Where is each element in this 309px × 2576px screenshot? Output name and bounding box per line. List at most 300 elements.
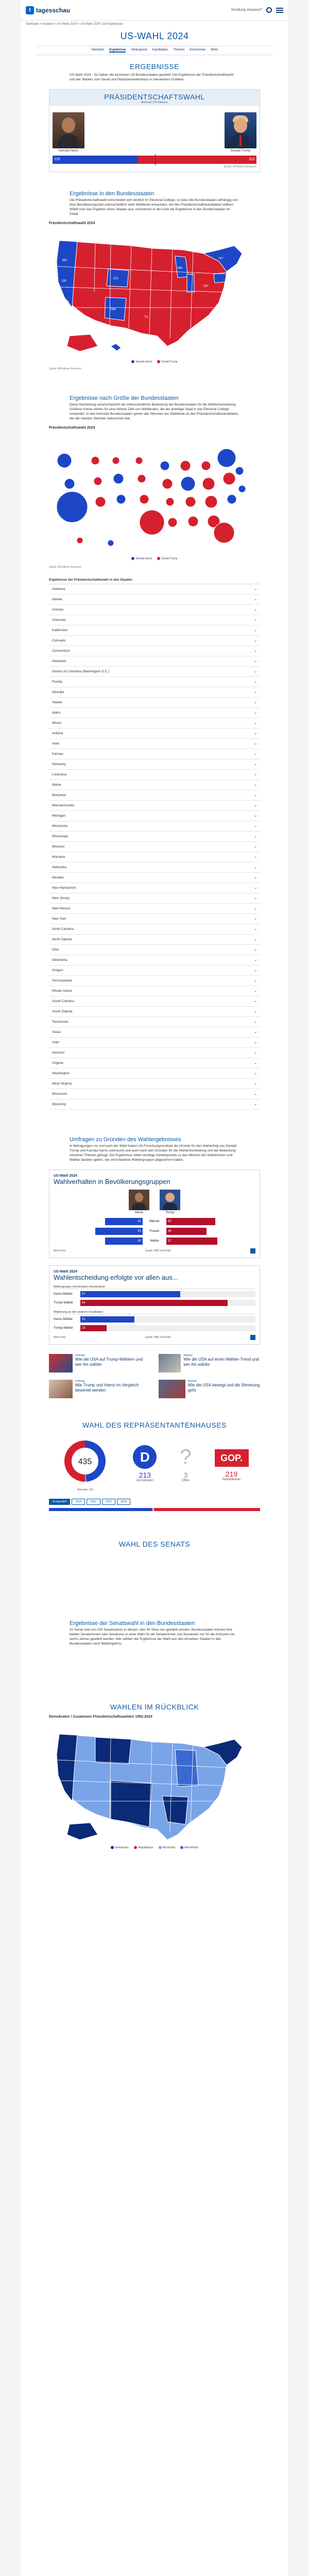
state-name: West Virginia [52, 1081, 72, 1086]
state-row[interactable] [49, 842, 260, 852]
state-row[interactable] [49, 862, 260, 873]
state-row[interactable] [49, 914, 260, 924]
state-row[interactable] [49, 935, 260, 945]
state-name: Iowa [52, 741, 59, 745]
state-bubble[interactable] [168, 518, 177, 527]
state-row[interactable] [49, 904, 260, 914]
state-bubble[interactable] [135, 457, 143, 464]
state-bubble[interactable] [166, 498, 174, 506]
state-row[interactable] [49, 1099, 260, 1110]
state-row[interactable] [49, 728, 260, 739]
state-row[interactable] [49, 1048, 260, 1058]
decision-row [54, 1325, 255, 1332]
decision-bar: 57 [80, 1291, 180, 1297]
state-row[interactable] [49, 1069, 260, 1079]
house-seat-overview [49, 1436, 260, 1492]
state-name: Virginia [52, 1061, 63, 1065]
state-bubble[interactable] [205, 496, 217, 508]
demographics-card [49, 1170, 260, 1258]
tab-more[interactable]: Mehr [211, 48, 218, 52]
tab-comment[interactable]: Kommentar [190, 48, 206, 52]
state-bubble[interactable] [77, 537, 83, 544]
chevron-down-icon: ⌄ [254, 969, 257, 973]
chevron-down-icon: ⌄ [254, 907, 257, 911]
state-name: Oregon [52, 968, 63, 972]
house-year-button[interactable]: 2018 [117, 1499, 130, 1505]
state-row[interactable] [49, 1058, 260, 1069]
state-bubble[interactable] [202, 478, 215, 490]
teaser-1-title: Wie die USA auf Trump-Wählern und wer ihn wählte [75, 1357, 143, 1367]
decision-source: Quelle: NBC Exit Polls [145, 1335, 171, 1339]
state-bubble[interactable] [94, 477, 102, 485]
state-name: Massachusetts [52, 803, 75, 807]
svg-text:NM: NM [111, 308, 116, 311]
state-bubble[interactable] [140, 495, 149, 504]
harris-name: Kamala Harris [58, 149, 78, 152]
chevron-down-icon: ⌄ [254, 793, 257, 798]
bubble-legend-harris: Kamala Harris [135, 557, 152, 561]
decision-group2: Wählerung an den anderen Kandidaten [54, 1311, 255, 1314]
state-row[interactable] [49, 759, 260, 770]
state-name: New York [52, 917, 66, 921]
state-bubble[interactable] [108, 540, 114, 546]
harris-share-bar: 42 [105, 1218, 143, 1225]
majority-threshold: Mehrheit: 270 Stimmen [141, 101, 168, 104]
state-bubble[interactable] [57, 492, 88, 522]
teaser-1-kicker: Umfrage [75, 1353, 85, 1357]
house-year-button[interactable]: 2024 [72, 1499, 85, 1505]
chevron-down-icon: ⌄ [254, 773, 257, 777]
house-rep-bar [154, 1508, 260, 1511]
chevron-down-icon: ⌄ [254, 886, 257, 890]
harris-share-bar: 53 [95, 1228, 143, 1235]
chevron-down-icon: ⌄ [254, 1072, 257, 1076]
history-legend [49, 1846, 260, 1849]
state-row[interactable] [49, 1017, 260, 1027]
house-dem-bar [49, 1508, 152, 1511]
state-row[interactable] [49, 677, 260, 687]
chevron-down-icon: ⌄ [254, 1092, 257, 1096]
state-name: Kentucky [52, 762, 66, 766]
state-bubble[interactable] [160, 461, 169, 470]
state-map-note: Quelle: AP/Edison Research [49, 367, 82, 371]
harris-share-bar: 42 [105, 1238, 143, 1245]
state-row[interactable] [49, 811, 260, 821]
brand-logo[interactable] [26, 6, 70, 14]
chevron-down-icon: ⌄ [254, 701, 257, 705]
trump-share-bar: 45 [166, 1228, 207, 1235]
trump-share-bar: 57 [166, 1238, 217, 1245]
history-title: WAHLEN IM RÜCKBLICK [110, 1702, 199, 1711]
state-row[interactable] [49, 832, 260, 842]
state-bubble[interactable] [113, 473, 124, 484]
state-row[interactable] [49, 615, 260, 625]
state-bubble[interactable] [112, 457, 119, 464]
tab-topics[interactable]: Themen [173, 48, 185, 52]
state-name: Hawaii [52, 700, 62, 704]
state-row[interactable] [49, 1007, 260, 1017]
decision-card [49, 1265, 260, 1345]
state-bubble[interactable] [140, 510, 164, 535]
legend-harris: Kamala Harris [135, 360, 152, 364]
chevron-down-icon: ⌄ [254, 917, 257, 921]
state-name: Georgia [52, 690, 64, 694]
bubble-map-title: Präsidentschaftswahl 2024 [49, 426, 95, 430]
demographic-row [54, 1217, 255, 1226]
demographics-tag: US-Wahl 2024 [54, 1174, 78, 1178]
state-row[interactable] [49, 1027, 260, 1038]
teaser-3-kicker: Umfrage [75, 1379, 85, 1383]
history-legend-2: Wechselnd [162, 1845, 176, 1849]
chevron-down-icon: ⌄ [254, 835, 257, 839]
chevron-down-icon: ⌄ [254, 649, 257, 653]
tab-overview[interactable]: Überblick [91, 48, 105, 52]
chevron-down-icon: ⌄ [254, 711, 257, 715]
chevron-down-icon: ⌄ [254, 659, 257, 664]
state-row[interactable] [49, 873, 260, 883]
demographic-label: Weiße [150, 1239, 159, 1243]
state-bubble[interactable] [238, 485, 246, 493]
state-name: New Mexico [52, 906, 71, 910]
house-donut-chart [60, 1436, 110, 1486]
state-row[interactable] [49, 945, 260, 955]
svg-text:WA: WA [62, 259, 67, 262]
decision-bar: 15 [80, 1325, 107, 1331]
chevron-down-icon: ⌄ [254, 1010, 257, 1014]
state-row[interactable] [49, 687, 260, 698]
size-results-title: Ergebnisse nach Größe der Bundesstaaten [70, 395, 179, 402]
results-intro: US-Wahl 2024 - So haben die einzelnen US-Bundesstaaten gewählt: Die Ergebnisse der Präsidentschaftswahl und der Wahlen zum Senat und Repräsentantenhaus in interaktiven Grafiken. [70, 73, 234, 81]
chevron-down-icon: ⌄ [254, 855, 257, 859]
state-name: Indiana [52, 731, 63, 735]
state-row[interactable] [49, 1079, 260, 1089]
state-bubble[interactable] [57, 453, 72, 468]
decision-label: Harris-Wähler [54, 1317, 73, 1321]
share-icon-2[interactable] [250, 1335, 255, 1340]
decision-row [54, 1291, 255, 1298]
state-name: Alabama [52, 587, 65, 591]
chevron-down-icon: ⌄ [254, 896, 257, 901]
state-map-title: Präsidentschaftswahl 2024 [49, 222, 95, 225]
senate-states-title: Ergebnisse der Senatswahl in den Bundesstaaten [70, 1620, 195, 1626]
state-row[interactable] [49, 749, 260, 759]
state-name: Nevada [52, 875, 64, 879]
state-row[interactable] [49, 893, 260, 904]
state-row[interactable] [49, 976, 260, 986]
senate-states-text: Im Senat sind von 100 Senatssitzen in diesem Jahr 34 Sitze neu gewählt worden. Bundesstaaten können ihre beiden Senatorinnen oder Senatoren in einer Wahl für die Senatorinnen und Senatoren nur für die Amtszeit von sechs Jahren gewählt werden. Wer wählen die Ergebnisse der Wahl aus den einzelnen Staaten in den Bundesstaaten nach Wahlergebnis. [70, 1628, 235, 1646]
col-trump: Trump [165, 1211, 175, 1214]
state-row[interactable] [49, 1089, 260, 1099]
house-majority: Mehrheit: 218 [77, 1488, 93, 1492]
search-icon[interactable] [266, 7, 272, 13]
chevron-down-icon: ⌄ [254, 1030, 257, 1035]
state-name: New Hampshire [52, 886, 76, 890]
state-row[interactable] [49, 821, 260, 832]
state-row[interactable] [49, 605, 260, 615]
size-results-text: Diese Darstellung veranschaulicht die unterschiedliche Bedeutung der Bundesstaaten für die Wahlentscheidung. Größere Kreise stehen für eine höhere Zahl von Wahlleuten, die der jeweilige Staat in das Electoral College entsendet. In den kleinsten Bundesstaaten gehen alle Stimmen der Wahlleute an den Präsidentschaftskandidaten, der die meisten Stimmen bekommen hat. [70, 403, 239, 421]
brand-name: tagesschau [36, 6, 71, 14]
harris-thumb [129, 1190, 149, 1210]
teaser-1-image [49, 1354, 73, 1372]
house-year-buttons [49, 1499, 260, 1505]
state-name: Florida [52, 680, 62, 684]
dem-label: Demokraten [136, 1479, 153, 1483]
decision-rows1 [54, 1291, 255, 1307]
state-row[interactable] [49, 625, 260, 636]
state-name: Texas [52, 1030, 61, 1034]
state-name: Colorado [52, 638, 66, 642]
chevron-down-icon: ⌄ [254, 1020, 257, 1024]
state-map-legend [49, 360, 260, 363]
svg-text:NY: NY [219, 257, 224, 260]
open-seats: 3 [183, 1471, 188, 1480]
state-row[interactable] [49, 924, 260, 935]
house-year-button[interactable]: Ausgezählt [49, 1499, 70, 1505]
history-map[interactable] [49, 1719, 260, 1842]
state-name: Alaska [52, 597, 62, 601]
decision-label: Trump-Wähler [54, 1301, 74, 1304]
chevron-down-icon: ⌄ [254, 876, 257, 880]
president-source: Quelle: AP/Edison Research [224, 165, 256, 168]
state-row[interactable] [49, 739, 260, 749]
state-name: Illinois [52, 721, 62, 725]
chevron-down-icon: ⌄ [254, 938, 257, 942]
svg-text:CA: CA [64, 300, 69, 303]
house-year-button[interactable]: 2022 [87, 1499, 100, 1505]
teaser-1[interactable] [49, 1354, 150, 1372]
tab-results[interactable]: Ergebnisse [109, 48, 126, 52]
chevron-down-icon: ⌄ [254, 948, 257, 952]
state-bubble[interactable] [162, 479, 173, 489]
demographics-title: Wahlverhalten in Bevölkerungsgruppen [54, 1177, 170, 1185]
page-title: US-WAHL 2024 [120, 31, 189, 41]
demographic-label: Frauen [149, 1229, 160, 1233]
svg-text:OR: OR [62, 280, 66, 283]
svg-text:MN: MN [178, 267, 183, 270]
state-name: Washington [52, 1071, 70, 1075]
state-name: Maine [52, 783, 61, 787]
breadcrumb[interactable]: Startseite > Ausland > US-Wahl 2024 > US-Wahl 2024: Die Ergebnisse [26, 23, 123, 26]
decision-label: Trump-Wähler [54, 1326, 74, 1330]
state-name: Mississippi [52, 834, 68, 838]
state-name: Connecticut [52, 649, 70, 653]
state-bubble[interactable] [201, 461, 211, 470]
state-row[interactable] [49, 636, 260, 646]
state-bubble[interactable] [64, 479, 75, 489]
demographic-label: Männer [149, 1219, 160, 1223]
house-seat-bar [49, 1508, 260, 1511]
chevron-down-icon: ⌄ [254, 1051, 257, 1055]
state-bubble[interactable] [95, 497, 106, 507]
tab-candidates[interactable]: Kandidaten [152, 48, 168, 52]
polls-text: In Befragungen vor und nach der Wahl haben US-Forschungsinstitute die Gründe für den Wahlerfolg von Donald Trump und Kamala Harris untersucht und auch nach den Gründen für die Wahlentscheidung und der Bedeutung einzelner Themen gefragt. Die Ergebnisse sollen wichtige Anhaltspunkte zu den Motiven der Wählerinnen und Wähler darüber geben, wie verschiedene Wählergruppen abgestimmt haben. [70, 1144, 236, 1162]
chevron-down-icon: ⌄ [254, 752, 257, 756]
state-bubble[interactable] [185, 497, 196, 507]
chevron-down-icon: ⌄ [254, 732, 257, 736]
trump-name: Donald Trump [231, 149, 250, 152]
dem-seats: 213 [139, 1471, 151, 1480]
democrat-logo-icon: D [133, 1445, 157, 1469]
decision-label: Harris-Wähler [54, 1292, 73, 1296]
state-name: District of Columbia (Washington D.C.) [52, 669, 110, 673]
state-name: Kalifornien [52, 628, 68, 632]
state-row[interactable] [49, 801, 260, 811]
open-label: Offen [182, 1479, 190, 1483]
svg-text:CO: CO [113, 277, 118, 280]
state-bubble[interactable] [223, 472, 235, 485]
demographic-row [54, 1227, 255, 1235]
state-row[interactable] [49, 852, 260, 862]
state-name: Missouri [52, 844, 65, 849]
demographics-more[interactable]: Mehr Infos [54, 1249, 66, 1252]
chevron-down-icon: ⌄ [254, 670, 257, 674]
chevron-down-icon: ⌄ [254, 824, 257, 828]
senate-title: WAHL DES SENATS [118, 1539, 191, 1548]
state-list [49, 584, 260, 1110]
trump-photo [225, 112, 256, 148]
chevron-down-icon: ⌄ [254, 587, 257, 591]
teaser-3-title: Wie Trump und Harris im Vergleich bewertet werden [75, 1382, 139, 1393]
state-row[interactable] [49, 770, 260, 780]
state-bubble[interactable] [217, 449, 236, 467]
chevron-down-icon: ⌄ [254, 618, 257, 622]
chevron-down-icon: ⌄ [254, 958, 257, 962]
decision-rows2 [54, 1316, 255, 1332]
state-bubble[interactable] [138, 474, 146, 483]
decision-bar: 31 [80, 1316, 134, 1323]
state-row[interactable] [49, 955, 260, 965]
state-name: Rhode Island [52, 989, 72, 993]
decision-bar: 84 [80, 1300, 228, 1306]
state-row[interactable] [49, 965, 260, 976]
chevron-down-icon: ⌄ [254, 1082, 257, 1086]
chevron-down-icon: ⌄ [254, 1041, 257, 1045]
state-bubble[interactable] [180, 461, 191, 471]
bubble-legend-trump: Donald Trump [161, 557, 178, 561]
svg-text:TX: TX [144, 316, 148, 319]
state-row[interactable] [49, 883, 260, 893]
state-row[interactable] [49, 667, 260, 677]
trump-thumb [160, 1190, 180, 1210]
brand-logo-icon: t [26, 6, 34, 14]
state-name: North Dakota [52, 937, 72, 941]
state-row[interactable] [49, 718, 260, 728]
state-name: Arkansas [52, 618, 66, 622]
chevron-down-icon: ⌄ [254, 639, 257, 643]
state-bubble[interactable] [116, 495, 126, 504]
state-row[interactable] [49, 780, 260, 790]
state-row[interactable] [49, 1038, 260, 1048]
teaser-3[interactable] [49, 1380, 150, 1398]
chevron-down-icon: ⌄ [254, 989, 257, 993]
chevron-down-icon: ⌄ [254, 742, 257, 746]
state-bubble[interactable] [181, 477, 195, 491]
gop-logo-icon: GOP. [215, 1449, 249, 1467]
decision-row [54, 1299, 255, 1307]
house-total-seats: 435 [78, 1457, 92, 1466]
state-name: North Carolina [52, 927, 74, 931]
teaser-2[interactable] [159, 1354, 260, 1372]
state-name: Utah [52, 1040, 59, 1044]
state-bubble[interactable] [214, 522, 234, 543]
menu-icon[interactable] [276, 8, 283, 13]
decision-more[interactable]: Mehr Infos [54, 1335, 66, 1339]
teaser-row-1 [49, 1354, 260, 1372]
house-year-button[interactable]: 2020 [102, 1499, 115, 1505]
state-bubble[interactable] [227, 495, 236, 504]
demographics-rows [54, 1217, 255, 1245]
state-row[interactable] [49, 708, 260, 718]
president-box [49, 89, 260, 172]
state-row[interactable] [49, 584, 260, 595]
tab-background[interactable]: Hintergrund [131, 48, 147, 52]
history-legend-0: Demokraten [114, 1845, 129, 1849]
state-row[interactable] [49, 986, 260, 996]
state-row[interactable] [49, 996, 260, 1007]
rep-seats: 219 [225, 1470, 238, 1479]
bubble-map-note: Quelle: AP/Edison Research [49, 565, 82, 569]
house-title: WAHL DES REPRÄSENTANTENHAUSES [82, 1420, 227, 1429]
teaser-4[interactable] [159, 1380, 260, 1398]
electoral-vote-bar [53, 156, 256, 164]
state-name: Vermont [52, 1050, 65, 1055]
harris-vote-bar: 226 [53, 156, 138, 164]
state-bubble[interactable] [235, 467, 244, 475]
teaser-2-title: Wie die USA auf einen Wähler-Trend und wer ihn wählte [183, 1357, 259, 1367]
share-icon[interactable] [250, 1248, 255, 1253]
state-name: Nebraska [52, 865, 66, 869]
state-row[interactable] [49, 698, 260, 708]
svg-text:OH: OH [203, 285, 208, 288]
state-name: Pennsylvania [52, 978, 72, 982]
demographics-source: Quelle: NBC Exit Polls [145, 1249, 171, 1252]
state-row[interactable] [49, 656, 260, 667]
state-name: South Dakota [52, 1009, 73, 1013]
state-row[interactable] [49, 790, 260, 801]
chevron-down-icon: ⌄ [254, 1061, 257, 1065]
open-seats-icon: ? [180, 1446, 192, 1469]
state-name: Montana [52, 855, 65, 859]
state-row[interactable] [49, 646, 260, 656]
live-link[interactable]: Sendung verpasst? [231, 8, 262, 12]
state-name: Delaware [52, 659, 66, 663]
history-legend-1: Republikaner [138, 1845, 153, 1849]
state-name: Idaho [52, 710, 61, 715]
chevron-down-icon: ⌄ [254, 762, 257, 767]
chevron-down-icon: ⌄ [254, 608, 257, 612]
state-results-text: Die Präsidentschaftswahl entscheidet sich letztlich im Electoral College, so dass die Bundesstaaten abhängig von ihrer Bevölkerungszahl unterschiedlich viele Wahlleute entsenden, die den Präsidentschaftskandidaten wählen. Wählt man das Ergebnis eines Staates aus, erscheinen in der Liste die Ergebnisse in den Bundesstaaten im Detail. [70, 198, 238, 216]
legend-trump: Donald Trump [161, 360, 178, 364]
decision-group1: Wählergruppe mit höchstem Bundesland [54, 1285, 255, 1289]
teaser-3-image [49, 1380, 73, 1398]
president-title: PRÄSIDENTSCHAFTSWAHL [104, 93, 205, 101]
state-bubble[interactable] [188, 516, 198, 527]
demographic-row [54, 1237, 255, 1245]
state-bubble-map[interactable] [49, 430, 260, 553]
state-row[interactable] [49, 595, 260, 605]
history-legend-3: Mehrheitlich [184, 1845, 199, 1849]
chevron-down-icon: ⌄ [254, 598, 257, 602]
state-name: Michigan [52, 814, 66, 818]
us-state-map[interactable] [49, 225, 260, 357]
chevron-down-icon: ⌄ [254, 783, 257, 787]
history-map-title: Demokraten / Zusammen Präsidentschaftswahlen 1992-2024 [49, 1715, 152, 1719]
decision-tag: US-Wahl 2024 [54, 1269, 78, 1274]
state-bubble[interactable] [91, 456, 99, 465]
state-name: Wisconsin [52, 1092, 67, 1096]
chevron-down-icon: ⌄ [254, 721, 257, 725]
decision-title: Wahlentscheidung erfolgte vor allen aus... [54, 1273, 178, 1281]
